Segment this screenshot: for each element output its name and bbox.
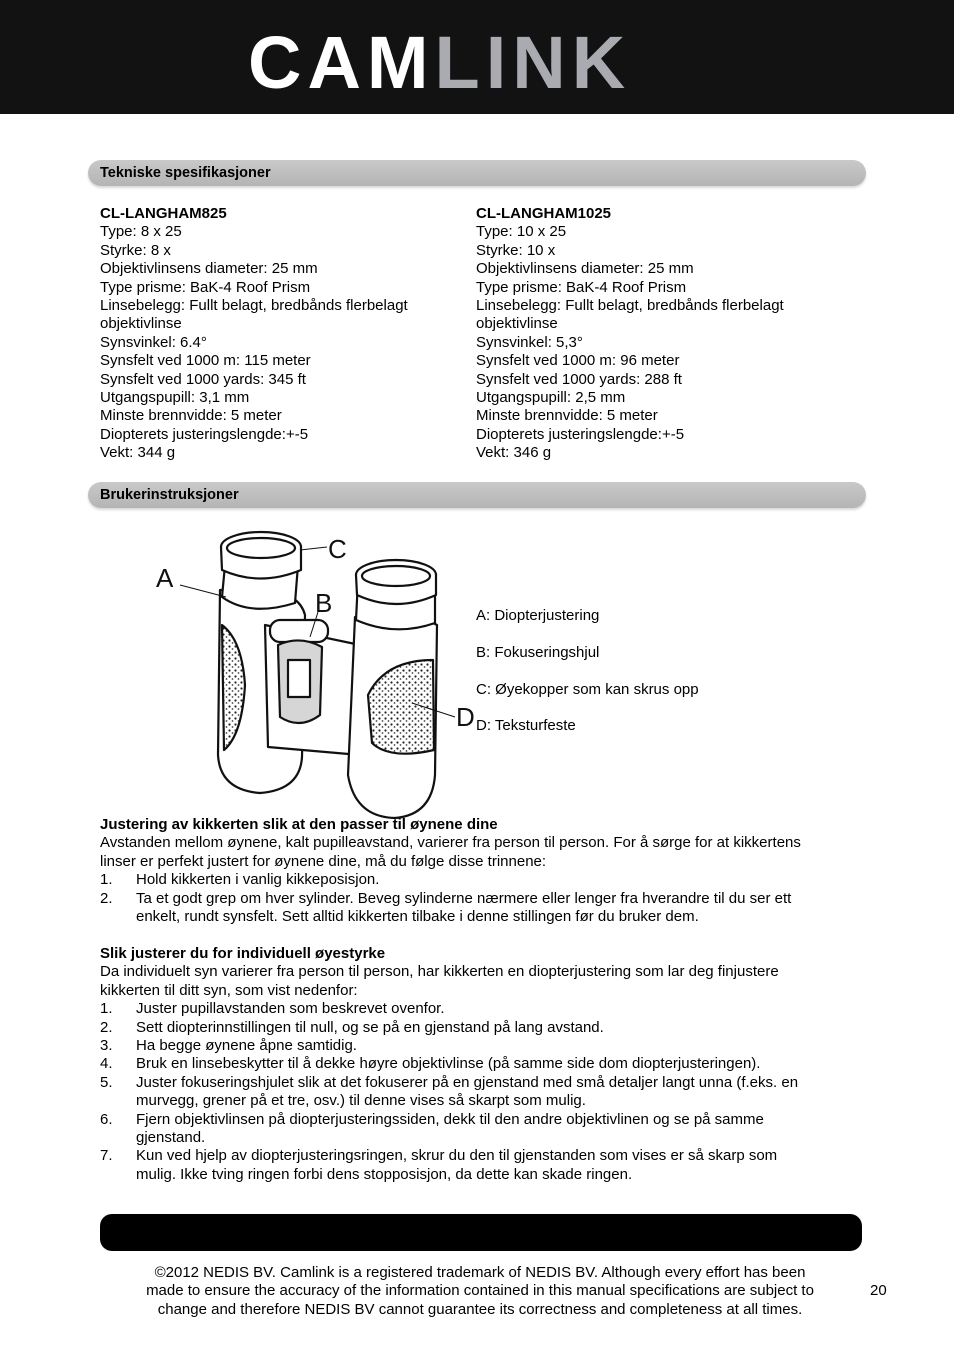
step-number: 1.	[100, 871, 113, 889]
spec-line: Type: 8 x 25	[100, 223, 182, 241]
footer-line: ©2012 NEDIS BV. Camlink is a registered trademark of NEDIS BV. Although every effort has been	[154, 1264, 806, 1281]
legend-item-a: A: Diopterjustering	[476, 607, 600, 624]
section-bar-usage	[88, 482, 866, 508]
list-item	[100, 1055, 860, 1073]
list-item	[100, 1074, 860, 1111]
step-number: 2.	[100, 889, 113, 907]
diagram-label-d: D	[456, 702, 475, 732]
spec-line: objektivlinse	[100, 315, 182, 333]
spec-line: Synsfelt ved 1000 yards: 345 ft	[100, 370, 306, 388]
list-item	[100, 871, 860, 889]
spec-line: Objektivlinsens diameter: 25 mm	[476, 260, 694, 278]
footer-line: made to ensure the accuracy of the information contained in this manual specifications are subject to	[146, 1282, 814, 1300]
diopter-heading: Slik justerer du for individuell øyestyrke	[100, 945, 386, 962]
diopter-section	[100, 945, 860, 1184]
diopter-intro: kikkerten til ditt syn, som vist nedenfor:	[100, 981, 358, 999]
spec-line: Linsebelegg: Fullt belagt, bredbånds flerbelagt	[100, 297, 408, 315]
spec-line: Synsvinkel: 6.4°	[100, 333, 207, 351]
spec-line: Minste brennvidde: 5 meter	[100, 407, 282, 425]
spec-line: Type prisme: BaK-4 Roof Prism	[476, 278, 687, 296]
spec-line: Utgangspupill: 2,5 mm	[476, 389, 626, 407]
diagram-label-b: B	[315, 588, 333, 618]
step-number: 7.	[100, 1147, 113, 1165]
step-text: gjenstand.	[136, 1129, 206, 1147]
spec-line: Type: 10 x 25	[476, 223, 567, 241]
legend-item-d: D: Teksturfeste	[476, 717, 576, 734]
spec-line: Minste brennvidde: 5 meter	[476, 407, 658, 425]
spec-line: Synsvinkel: 5,3°	[476, 333, 583, 351]
list-item	[100, 1000, 860, 1018]
footer-bar	[100, 1214, 862, 1251]
spec-line: objektivlinse	[476, 315, 558, 333]
spec-line: Diopterets justeringslengde:+-5	[100, 425, 309, 443]
step-text: Hold kikkerten i vanlig kikkeposisjon.	[136, 871, 380, 889]
step-text: Juster pupillavstanden som beskrevet ovenfor.	[136, 1000, 445, 1018]
spec-line: Diopterets justeringslengde:+-5	[476, 425, 685, 443]
adjust-intro: Avstanden mellom øynene, kalt pupilleavstand, varierer fra person til person. For å sørge for at kikkertens	[100, 834, 801, 852]
adjust-heading: Justering av kikkerten slik at den passer til øynene dine	[100, 816, 498, 833]
step-text: Fjern objektivlinsen på diopterjusteringssiden, dekk til den andre objektivlinen og se på samme	[136, 1110, 764, 1128]
step-number: 2.	[100, 1018, 113, 1036]
diagram-label-a: A	[156, 563, 174, 593]
diopter-intro: Da individuelt syn varierer fra person til person, har kikkerten en diopterjustering som lar deg finjustere	[100, 963, 779, 981]
step-number: 3.	[100, 1037, 113, 1055]
spec-line: Linsebelegg: Fullt belagt, bredbånds flerbelagt	[476, 297, 784, 315]
step-text: Ta et godt grep om hver sylinder. Beveg sylinderne nærmere eller lenger fra hverandre til du ser ett	[136, 889, 792, 907]
spec-line: Objektivlinsens diameter: 25 mm	[100, 260, 318, 278]
legend-item-c: C: Øyekopper som kan skrus opp	[476, 681, 699, 698]
list-item	[100, 1037, 860, 1055]
step-text: Bruk en linsebeskytter til å dekke høyre objektivlinse (på samme side dom diopterjusteringen).	[136, 1055, 761, 1073]
step-text: Ha begge øynene åpne samtidig.	[136, 1037, 357, 1055]
spec-line: Synsfelt ved 1000 m: 115 meter	[100, 352, 311, 370]
spec-line: Vekt: 344 g	[100, 444, 176, 462]
spec-line: Styrke: 8 x	[100, 241, 171, 259]
step-text: enkelt, rundt synsfelt. Sett alltid kikkerten tilbake i denne stillingen før du bruker dem.	[136, 908, 699, 926]
adjust-steps	[100, 871, 860, 926]
list-item	[100, 1111, 860, 1148]
list-item	[100, 890, 860, 927]
diagram-label-c: C	[328, 534, 347, 564]
diopter-steps	[100, 1000, 860, 1184]
spec-line: Styrke: 10 x	[476, 241, 556, 259]
adjust-intro: linser er perfekt justert for øynene dine, må du følge disse trinnene:	[100, 852, 547, 870]
legend-item-b: B: Fokuseringshjul	[476, 644, 600, 661]
step-text: murvegg, grener på et tre, osv.) til denne vises så skarpt som mulig.	[136, 1092, 586, 1110]
spec-column-left	[100, 205, 408, 463]
list-item	[100, 1019, 860, 1037]
step-number: 5.	[100, 1073, 113, 1091]
step-number: 1.	[100, 1000, 113, 1018]
spec-line: Utgangspupill: 3,1 mm	[100, 389, 250, 407]
spec-line: Type prisme: BaK-4 Roof Prism	[100, 278, 311, 296]
step-text: mulig. Ikke tving ringen forbi dens stopposisjon, da dette kan skade ringen.	[136, 1165, 633, 1183]
footer-copyright	[110, 1264, 850, 1319]
logo-link: LINK	[434, 21, 632, 104]
footer-line: change and therefore NEDIS BV cannot guarantee its correctness and completeness at all times.	[157, 1300, 803, 1318]
page-header	[0, 0, 954, 114]
step-number: 6.	[100, 1110, 113, 1128]
section-title-specs: Tekniske spesifikasjoner	[100, 165, 271, 181]
spec-model-left: CL-LANGHAM825	[100, 205, 227, 222]
page-number: 20	[870, 1282, 887, 1299]
binocular-diagram	[150, 525, 480, 820]
section-title-usage: Brukerinstruksjoner	[100, 487, 239, 503]
section-bar-specs	[88, 160, 866, 186]
step-number: 4.	[100, 1055, 113, 1073]
spec-model-right: CL-LANGHAM1025	[476, 205, 612, 222]
step-text: Juster fokuseringshjulet slik at det fokuserer på en gjenstand med små detaljer langt unna (f.eks. en	[136, 1073, 799, 1091]
spec-line: Synsfelt ved 1000 m: 96 meter	[476, 352, 680, 370]
spec-column-right	[476, 205, 784, 463]
list-item	[100, 1147, 860, 1184]
spec-line: Synsfelt ved 1000 yards: 288 ft	[476, 370, 682, 388]
adjust-section	[100, 816, 860, 926]
spec-line: Vekt: 346 g	[476, 444, 552, 462]
step-text: Kun ved hjelp av diopterjusteringsringen, skrur du den til gjenstanden som vises er så skarp som	[136, 1147, 778, 1165]
logo-cam: CAM	[248, 21, 435, 104]
camlink-logo	[248, 21, 632, 104]
step-text: Sett diopterinnstillingen til null, og se på en gjenstand på lang avstand.	[136, 1018, 604, 1036]
